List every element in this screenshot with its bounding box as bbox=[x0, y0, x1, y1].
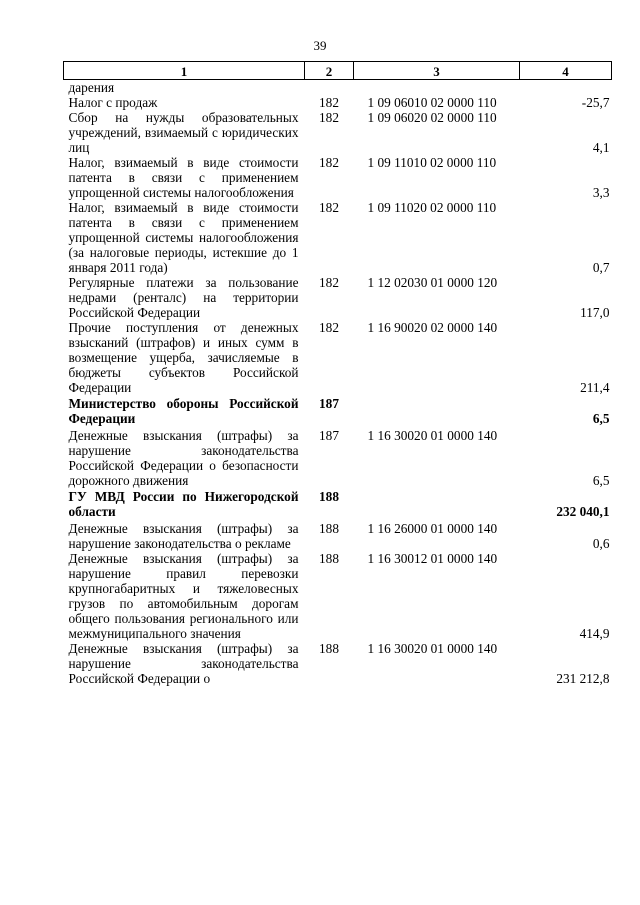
row-name: Денежные взыскания (штрафы) за нарушение законодательства Российской Федерации о безопасности дорожного движения bbox=[68, 428, 299, 488]
row-name: Денежные взыскания (штрафы) за нарушение законодательства Российской Федерации о bbox=[68, 641, 299, 686]
row-admin-code: 182 bbox=[319, 200, 339, 215]
row-amount: 6,5 bbox=[592, 411, 610, 426]
column-header-4: 4 bbox=[520, 62, 612, 80]
row-name: Сбор на нужды образовательных учреждений, взимаемый с юридических лиц bbox=[68, 110, 299, 155]
table-row bbox=[64, 95, 612, 110]
row-classification-code: 1 09 11010 02 0000 110 bbox=[367, 155, 497, 170]
row-name: Налог с продаж bbox=[68, 95, 158, 110]
row-amount: 117,0 bbox=[580, 305, 610, 320]
table-body bbox=[64, 80, 612, 687]
row-classification-code bbox=[354, 395, 520, 428]
row-amount: 414,9 bbox=[579, 626, 610, 641]
row-classification-code bbox=[354, 488, 520, 521]
row-amount bbox=[520, 80, 612, 96]
table-row bbox=[64, 521, 612, 551]
table-row bbox=[64, 551, 612, 641]
row-name: Налог, взимаемый в виде стоимости патента в связи с применением упрощенной системы налогообложения (за налоговые периоды, истекшие до 1 января 2011 года) bbox=[68, 200, 299, 275]
row-name: ГУ МВД России по Нижегородской области bbox=[68, 489, 299, 519]
row-amount: 0,6 bbox=[592, 536, 610, 551]
row-amount: 3,3 bbox=[592, 185, 610, 200]
row-classification-code: 1 16 30020 01 0000 140 bbox=[367, 428, 498, 443]
row-admin-code bbox=[305, 80, 354, 96]
column-header-3: 3 bbox=[354, 62, 520, 80]
table-row bbox=[64, 155, 612, 200]
row-classification-code: 1 16 30020 01 0000 140 bbox=[367, 641, 498, 656]
table-section-row bbox=[64, 488, 612, 521]
row-admin-code: 182 bbox=[319, 155, 339, 170]
row-amount: 232 040,1 bbox=[556, 504, 610, 519]
row-name: Денежные взыскания (штрафы) за нарушение законодательства о рекламе bbox=[68, 521, 299, 551]
column-header-1: 1 bbox=[64, 62, 305, 80]
page-number: 39 bbox=[313, 38, 327, 53]
row-name: Налог, взимаемый в виде стоимости патента в связи с применением упрощенной системы налогообложения bbox=[68, 155, 299, 200]
row-amount: 211,4 bbox=[580, 380, 610, 395]
row-admin-code: 187 bbox=[319, 396, 339, 411]
column-header-2: 2 bbox=[305, 62, 354, 80]
row-name: Прочие поступления от денежных взысканий (штрафов) и иных сумм в возмещение ущерба, зачисляемые в бюджеты субъектов Российской Федерации bbox=[68, 320, 299, 395]
row-admin-code: 188 bbox=[319, 521, 339, 536]
row-admin-code: 188 bbox=[319, 489, 339, 504]
row-amount: 0,7 bbox=[592, 260, 610, 275]
row-name: Министерство обороны Российской Федерации bbox=[68, 396, 299, 426]
row-classification-code: 1 16 30012 01 0000 140 bbox=[367, 551, 498, 566]
table-row bbox=[64, 320, 612, 395]
row-admin-code: 187 bbox=[319, 428, 339, 443]
budget-table bbox=[63, 61, 612, 686]
row-classification-code: 1 16 90020 02 0000 140 bbox=[367, 320, 498, 335]
row-amount: 4,1 bbox=[592, 140, 610, 155]
row-classification-code: 1 09 11020 02 0000 110 bbox=[367, 200, 497, 215]
table-section-row bbox=[64, 395, 612, 428]
row-name: Регулярные платежи за пользование недрами (ренталс) на территории Российской Федерации bbox=[68, 275, 299, 320]
table-row bbox=[64, 428, 612, 488]
row-classification-code: 1 09 06010 02 0000 110 bbox=[367, 95, 497, 110]
row-classification-code bbox=[354, 80, 520, 96]
row-admin-code: 188 bbox=[319, 641, 339, 656]
table-row bbox=[64, 641, 612, 686]
table-row bbox=[64, 275, 612, 320]
row-amount: -25,7 bbox=[581, 95, 610, 110]
row-classification-code: 1 16 26000 01 0000 140 bbox=[367, 521, 498, 536]
row-classification-code: 1 09 06020 02 0000 110 bbox=[367, 110, 497, 125]
row-amount: 231 212,8 bbox=[556, 671, 610, 686]
row-admin-code: 182 bbox=[319, 275, 339, 290]
row-admin-code: 182 bbox=[319, 320, 339, 335]
table-row bbox=[64, 200, 612, 275]
row-amount: 6,5 bbox=[592, 473, 610, 488]
table-row bbox=[64, 80, 612, 96]
table-row bbox=[64, 110, 612, 155]
row-admin-code: 182 bbox=[319, 110, 339, 125]
table-header bbox=[64, 62, 612, 80]
row-name: дарения bbox=[68, 80, 115, 95]
row-admin-code: 188 bbox=[319, 551, 339, 566]
row-admin-code: 182 bbox=[319, 95, 339, 110]
row-classification-code: 1 12 02030 01 0000 120 bbox=[367, 275, 498, 290]
row-name: Денежные взыскания (штрафы) за нарушение правил перевозки крупногабаритных и тяжеловесных грузов по автомобильным дорогам общего пользования регионального или межмуниципального значения bbox=[68, 551, 299, 641]
